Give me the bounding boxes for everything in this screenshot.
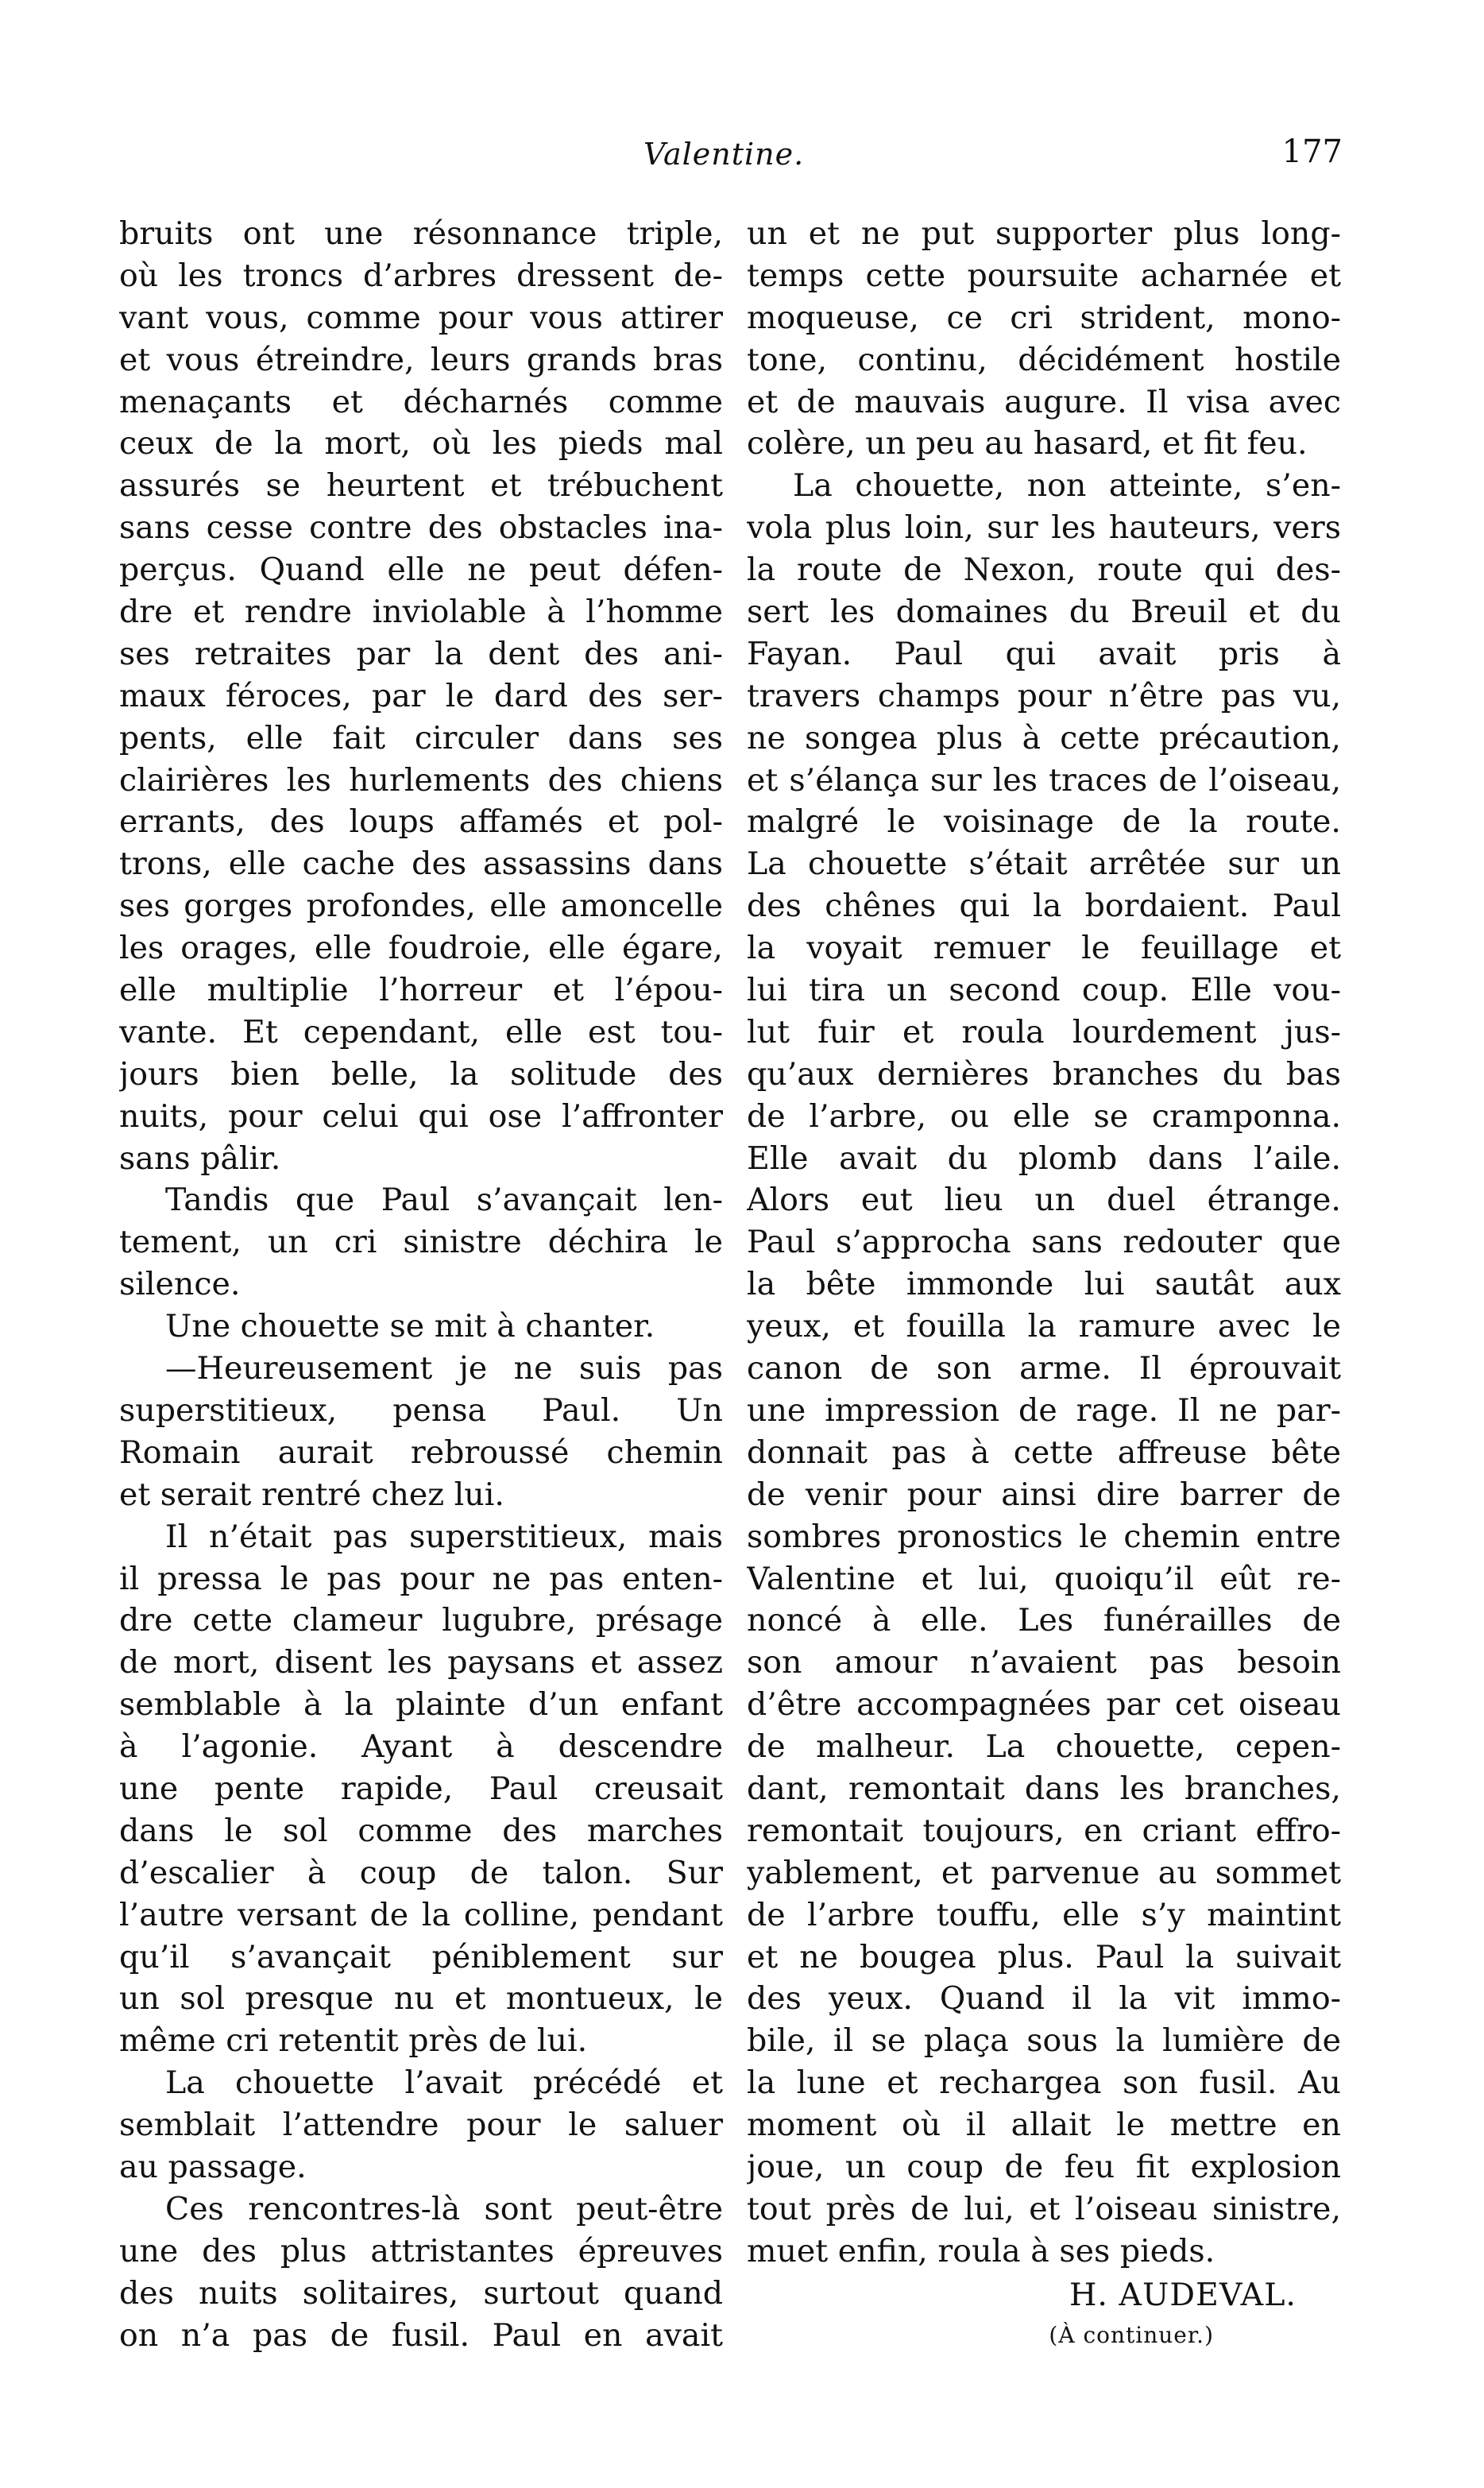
- text-line: sert les domaines du Breuil et du: [747, 594, 1341, 631]
- text-line: d’être accompagnées par cet oiseau: [747, 1686, 1341, 1724]
- text-line: et serait rentré chez lui.: [119, 1476, 504, 1513]
- text-line: donnait pas à cette affreuse bête: [747, 1434, 1341, 1471]
- text-line: Alors eut lieu un duel étrange.: [747, 1182, 1341, 1219]
- text-line: la lune et rechargea son fusil. Au: [747, 2064, 1341, 2102]
- text-line: La chouette l’avait précédé et: [165, 2064, 723, 2102]
- text-line: les orages, elle foudroie, elle égare,: [119, 930, 723, 967]
- text-line: malgré le voisinage de la route.: [747, 803, 1341, 841]
- text-line: Tandis que Paul s’avançait len-: [165, 1182, 723, 1219]
- text-line: il pressa le pas pour ne pas enten-: [119, 1560, 723, 1597]
- right-text-column: [747, 213, 1341, 2354]
- text-line: La chouette, non atteinte, s’en-: [793, 467, 1341, 505]
- text-line: vante. Et cependant, elle est tou-: [119, 1013, 723, 1051]
- text-line: et s’élança sur les traces de l’oiseau,: [747, 761, 1341, 799]
- text-line: des yeux. Quand il la vit immo-: [747, 1980, 1341, 2018]
- left-text-column: [119, 213, 723, 2356]
- text-line: vant vous, comme pour vous attirer: [119, 299, 723, 336]
- text-line: une des plus attristantes épreuves: [119, 2232, 723, 2269]
- text-line: dans le sol comme des marches: [119, 1812, 723, 1849]
- text-line: dre et rendre inviolable à l’homme: [119, 594, 723, 631]
- text-line: jours bien belle, la solitude des: [119, 1055, 723, 1093]
- text-line: perçus. Quand elle ne peut défen-: [119, 551, 723, 589]
- text-line: joue, un coup de feu fit explosion: [747, 2148, 1341, 2185]
- text-line: la voyait remuer le feuillage et: [747, 930, 1341, 967]
- text-line: yeux, et fouilla la ramure avec le: [747, 1308, 1341, 1345]
- text-line: tement, un cri sinistre déchira le: [119, 1224, 723, 1261]
- text-line: nuits, pour celui qui ose l’affronter: [119, 1097, 723, 1135]
- text-line: trons, elle cache des assassins dans: [119, 845, 723, 883]
- text-line: remontait toujours, en criant effro-: [747, 1812, 1341, 1849]
- text-line: ses gorges profondes, elle amoncelle: [119, 888, 723, 925]
- text-line: une impression de rage. Il ne par-: [747, 1391, 1341, 1429]
- text-line: semblable à la plainte d’un enfant: [119, 1686, 723, 1724]
- text-line: ceux de la mort, où les pieds mal: [119, 425, 723, 462]
- text-line: au passage.: [119, 2148, 307, 2185]
- text-line: tout près de lui, et l’oiseau sinistre,: [747, 2190, 1341, 2227]
- text-line: à l’agonie. Ayant à descendre: [119, 1728, 723, 1766]
- text-line: yablement, et parvenue au sommet: [747, 1854, 1341, 1891]
- text-line: menaçants et décharnés comme: [119, 383, 723, 420]
- text-line: sans pâlir.: [119, 1140, 281, 1177]
- text-line: un sol presque nu et montueux, le: [119, 1980, 723, 2018]
- continuation-note: (À continuer.): [1049, 2321, 1214, 2348]
- text-line: superstitieux, pensa Paul. Un: [119, 1391, 723, 1429]
- text-line: Valentine et lui, quoiqu’il eût re-: [747, 1560, 1341, 1597]
- text-line: Une chouette se mit à chanter.: [165, 1308, 655, 1345]
- text-line: une pente rapide, Paul creusait: [119, 1770, 723, 1807]
- text-line: tone, continu, décidément hostile: [747, 341, 1341, 378]
- text-line: assurés se heurtent et trébuchent: [119, 467, 723, 505]
- text-line: d’escalier à coup de talon. Sur: [119, 1854, 723, 1891]
- text-line: dre cette clameur lugubre, présage: [119, 1602, 723, 1639]
- text-line: bruits ont une résonnance triple,: [119, 215, 723, 252]
- page-number: 177: [1281, 133, 1343, 170]
- running-title: Valentine.: [643, 137, 805, 172]
- text-line: errants, des loups affamés et pol-: [119, 803, 723, 841]
- text-line: son amour n’avaient pas besoin: [747, 1644, 1341, 1681]
- text-line: des chênes qui la bordaient. Paul: [747, 888, 1341, 925]
- text-line: semblait l’attendre pour le saluer: [119, 2107, 723, 2144]
- text-line: Fayan. Paul qui avait pris à: [747, 635, 1341, 672]
- text-line: Paul s’approcha sans redouter que: [747, 1224, 1341, 1261]
- text-line: ne songea plus à cette précaution,: [747, 719, 1341, 756]
- text-line: muet enfin, roula à ses pieds.: [747, 2232, 1215, 2269]
- text-line: noncé à elle. Les funérailles de: [747, 1602, 1341, 1639]
- text-line: vola plus loin, sur les hauteurs, vers: [747, 509, 1341, 547]
- text-line: —Heureusement je ne suis pas: [165, 1350, 723, 1387]
- text-line: de malheur. La chouette, cepen-: [747, 1728, 1341, 1766]
- author-signature: H. AUDEVAL.: [1069, 2276, 1297, 2313]
- text-line: et ne bougea plus. Paul la suivait: [747, 1938, 1341, 1975]
- text-line: moqueuse, ce cri strident, mono-: [747, 299, 1341, 336]
- text-line: travers champs pour n’être pas vu,: [747, 677, 1341, 714]
- text-line: Ces rencontres-là sont peut-être: [165, 2190, 723, 2227]
- text-line: qu’aux dernières branches du bas: [747, 1055, 1341, 1093]
- text-line: des nuits solitaires, surtout quand: [119, 2274, 723, 2312]
- text-line: et de mauvais augure. Il visa avec: [747, 383, 1341, 420]
- text-line: lui tira un second coup. Elle vou-: [747, 972, 1341, 1009]
- text-line: de mort, disent les paysans et assez: [119, 1644, 723, 1681]
- text-line: on n’a pas de fusil. Paul en avait: [119, 2316, 723, 2354]
- text-line: où les troncs d’arbres dressent de-: [119, 257, 723, 294]
- text-line: Romain aurait rebroussé chemin: [119, 1434, 723, 1471]
- text-line: La chouette s’était arrêtée sur un: [747, 845, 1341, 883]
- text-line: silence.: [119, 1266, 241, 1303]
- text-line: pents, elle fait circuler dans ses: [119, 719, 723, 756]
- text-line: sans cesse contre des obstacles ina-: [119, 509, 723, 547]
- text-line: colère, un peu au hasard, et fit feu.: [747, 425, 1308, 462]
- text-line: la route de Nexon, route qui des-: [747, 551, 1341, 589]
- text-line: moment où il allait le mettre en: [747, 2107, 1341, 2144]
- text-line: temps cette poursuite acharnée et: [747, 257, 1341, 294]
- text-line: et vous étreindre, leurs grands bras: [119, 341, 723, 378]
- text-line: un et ne put supporter plus long-: [747, 215, 1341, 252]
- text-line: même cri retentit près de lui.: [119, 2022, 588, 2060]
- text-line: l’autre versant de la colline, pendant: [119, 1896, 723, 1933]
- text-line: Il n’était pas superstitieux, mais: [165, 1518, 723, 1555]
- text-line: clairières les hurlements des chiens: [119, 761, 723, 799]
- text-line: de l’arbre touffu, elle s’y maintint: [747, 1896, 1341, 1933]
- text-line: maux féroces, par le dard des ser-: [119, 677, 723, 714]
- text-line: ses retraites par la dent des ani-: [119, 635, 723, 672]
- text-line: qu’il s’avançait péniblement sur: [119, 1938, 723, 1975]
- text-line: dant, remontait dans les branches,: [747, 1770, 1341, 1807]
- text-line: elle multiplie l’horreur et l’épou-: [119, 972, 723, 1009]
- text-line: canon de son arme. Il éprouvait: [747, 1350, 1341, 1387]
- text-line: lut fuir et roula lourdement jus-: [747, 1013, 1341, 1051]
- text-line: Elle avait du plomb dans l’aile.: [747, 1140, 1341, 1177]
- page-header: [119, 133, 1343, 189]
- text-line: la bête immonde lui sautât aux: [747, 1266, 1341, 1303]
- text-line: bile, il se plaça sous la lumière de: [747, 2022, 1341, 2060]
- text-line: sombres pronostics le chemin entre: [747, 1518, 1341, 1555]
- text-line: de venir pour ainsi dire barrer de: [747, 1476, 1341, 1513]
- text-line: de l’arbre, ou elle se cramponna.: [747, 1097, 1341, 1135]
